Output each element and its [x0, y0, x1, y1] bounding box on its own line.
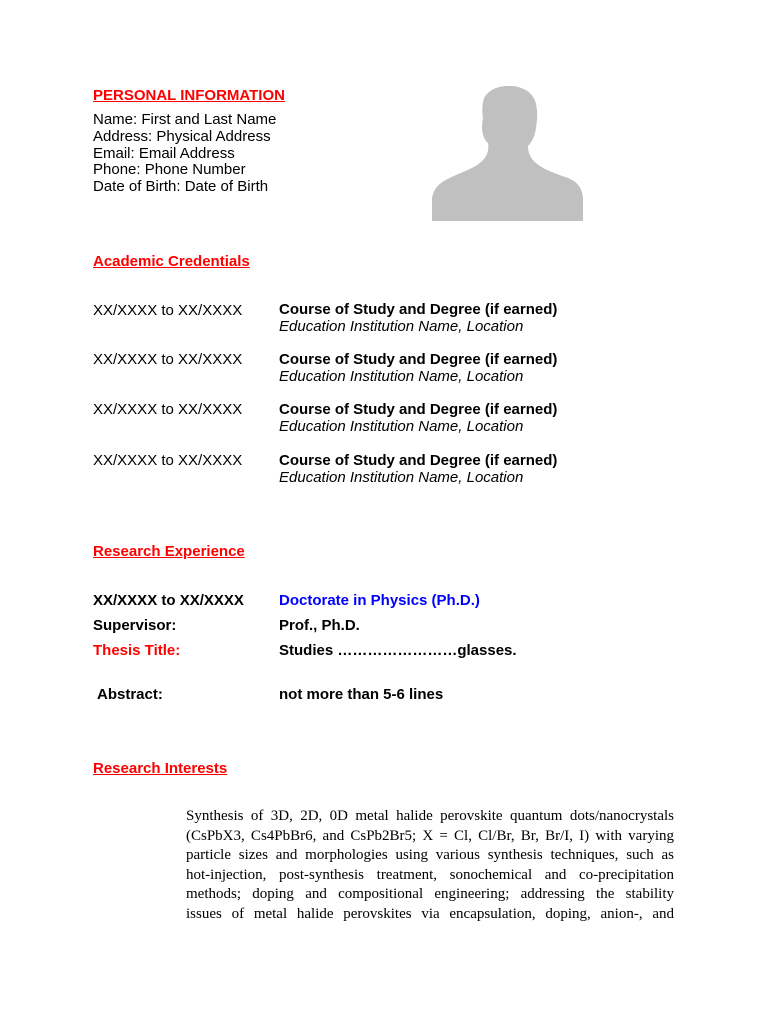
abstract-value: not more than 5-6 lines [279, 686, 444, 703]
academic-institution: Education Institution Name, Location [279, 418, 524, 435]
thesis-title-label: Thesis Title: [93, 642, 181, 659]
academic-institution: Education Institution Name, Location [279, 469, 524, 486]
research-interests-paragraph [186, 807, 674, 924]
dob-line: Date of Birth: Date of Birth [93, 178, 269, 196]
supervisor-label: Supervisor: [93, 617, 177, 634]
paragraph-line: Synthesis of 3D, 2D, 0D metal halide perovskite quantum dots/nanocrystals [186, 808, 674, 824]
academic-degree: Course of Study and Degree (if earned) [279, 452, 558, 469]
thesis-title-value: Studies ……………………glasses. [279, 642, 517, 659]
academic-credentials-heading: Academic Credentials [93, 253, 250, 270]
academic-institution: Education Institution Name, Location [279, 368, 524, 385]
address-line: Address: Physical Address [93, 127, 271, 145]
email-line: Email: Email Address [93, 144, 235, 162]
personal-information-heading: PERSONAL INFORMATION [93, 87, 285, 104]
academic-dates: XX/XXXX to XX/XXXX [93, 452, 243, 469]
academic-dates: XX/XXXX to XX/XXXX [93, 351, 243, 368]
name-line: Name: First and Last Name [93, 111, 277, 128]
research-experience-heading: Research Experience [93, 543, 245, 560]
paragraph-line: (CsPbX3, Cs4PbBr6, and CsPb2Br5; X = Cl, Cl/Br, Br, Br/I, I) with varying [186, 827, 674, 844]
paragraph-line: hot-injection, post-synthesis treatment, sonochemical and co-precipitation [186, 866, 674, 883]
paragraph-line: issues of metal halide perovskites via encapsulation, doping, anion-, and [186, 905, 674, 922]
research-degree: Doctorate in Physics (Ph.D.) [279, 592, 480, 609]
academic-degree: Course of Study and Degree (if earned) [279, 301, 558, 318]
academic-degree: Course of Study and Degree (if earned) [279, 351, 558, 368]
personal-details [93, 112, 276, 196]
academic-dates: XX/XXXX to XX/XXXX [93, 302, 243, 319]
paragraph-line: particle sizes and morphologies using various synthesis techniques, such as [186, 847, 674, 863]
paragraph-line: methods; doping and compositional engineering; addressing the stability [186, 886, 674, 902]
academic-institution: Education Institution Name, Location [279, 318, 524, 335]
academic-degree: Course of Study and Degree (if earned) [279, 401, 558, 418]
research-dates: XX/XXXX to XX/XXXX [93, 592, 244, 609]
supervisor-value: Prof., Ph.D. [279, 617, 360, 634]
academic-dates: XX/XXXX to XX/XXXX [93, 401, 243, 418]
person-silhouette-icon [432, 86, 584, 222]
abstract-label: Abstract: [97, 686, 163, 703]
phone-line: Phone: Phone Number [93, 161, 246, 179]
research-interests-heading: Research Interests [93, 760, 228, 777]
